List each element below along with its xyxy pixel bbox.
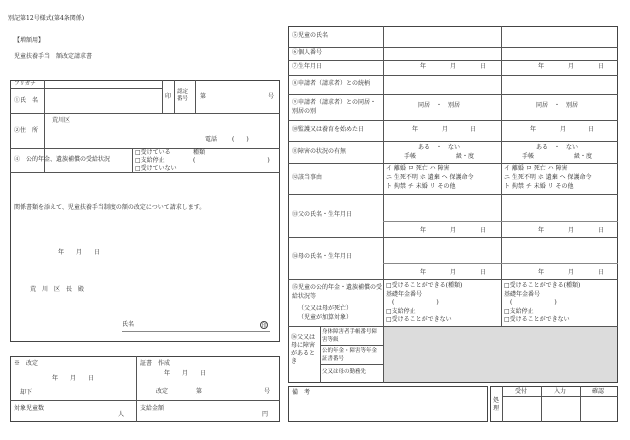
mother-label: ⑭母の氏名・生年月日 [292,253,353,260]
col1-cohab-options[interactable]: 同居 ・ 別居 [418,102,461,109]
request-statement: 関係書類を添えて、児童扶養手当制度の額の改定について請求します。 [14,204,206,211]
handbook-number-label: 身体障害者手帳番号障害等級 [322,329,378,343]
office-revision-date: 年 月 日 [52,375,95,382]
input-label: 入力 [554,388,567,395]
col2-techo: 手帳 [522,153,535,160]
phone-label: 電話 [205,136,218,143]
col1-pension-paren[interactable]: ( ) [392,299,439,306]
persons-unit: 人 [118,411,125,418]
col2-father-year: 年 [538,227,545,234]
col2-care-year: 年 [530,126,537,133]
col2-birth-day: 日 [598,63,605,70]
child-pension-note-2: （児童が加算対象） [298,314,353,321]
confirm-label: 確認 [592,388,605,395]
remarks-box[interactable] [288,386,488,422]
col1-birth-day: 日 [480,63,487,70]
col1-disability-options[interactable]: ある ・ ない [418,144,461,151]
pension-status-label: ④ 公的年金、遺族補償の受給状況 [14,156,111,163]
shaded-area [384,327,617,382]
col2-mother-day: 日 [598,269,605,276]
col1-birth-year: 年 [420,63,427,70]
applicant-copy-label: 【増額用】 [14,37,45,44]
col2-disability-options[interactable]: ある ・ ない [536,144,579,151]
col1-kyu: 級・度 [456,153,475,160]
col2-reason-line-3[interactable]: ト 拘禁 チ 未婚 リ その他 [504,183,574,190]
col1-stopped[interactable]: □支給停止 [386,308,416,315]
col2-care-month: 月 [560,126,567,133]
reason-label: ⑫該当事由 [292,174,323,181]
col1-mother-month: 月 [450,269,457,276]
birth-date-label: ⑦生年月日 [292,63,323,70]
col1-care-day: 日 [470,126,477,133]
processing-label: 処理 [493,397,500,412]
col2-father-day: 日 [598,227,605,234]
col1-cannot[interactable]: □受けることができない [386,316,452,323]
col1-care-year: 年 [412,126,419,133]
col1-reason-line-2[interactable]: ニ 生死不明 ホ 遺棄 ヘ 保護命令 [386,174,474,181]
office-dai: 第 [196,388,203,395]
applicant-section [10,80,280,342]
col2-kyu: 級・度 [574,153,593,160]
col2-mother-month: 月 [568,269,575,276]
col2-cohab-options[interactable]: 同居 ・ 別居 [536,102,579,109]
child-pension-label: ⑮児童の公的年金・遺族補償の受給状況等 [292,284,383,300]
signature-label: 氏名 [122,321,135,328]
col1-can-receive[interactable]: □受けることができる(種類) [386,282,463,289]
col2-birth-year: 年 [538,63,545,70]
name-label: ①氏 名 [14,97,39,104]
col2-can-receive[interactable]: □受けることができる(種類) [504,282,581,289]
parent-disability-label: ⑯父又は母に障害があるとき [291,334,316,365]
receipt-label: 受付 [515,388,528,395]
col2-cannot[interactable]: □受けることができない [504,316,570,323]
col1-father-day: 日 [480,227,487,234]
col2-stopped[interactable]: □支給停止 [504,308,534,315]
addressee: 荒 川 区 長 殿 [30,286,85,293]
col1-techo: 手帳 [404,153,417,160]
certification-go: 号 [268,93,275,100]
cohabitation-label: ⑨申請者（請求者）との同居・別居の別 [292,99,377,115]
office-certificate-issued: 証書 作成 [140,360,171,367]
document-title: 児童扶養手当 額改定請求書 [14,53,93,60]
col2-birth-month: 月 [568,63,575,70]
disability-label: ⑪障害の状況の有無 [292,148,347,155]
office-revision-label: ※ 改定 [14,360,39,367]
pension-certificate-label: 公的年金・障害等年金証書番号 [322,348,378,362]
yen-unit: 円 [262,411,269,418]
parent-workplace-label: 父又は母の勤務先 [322,369,367,375]
col2-pension-number: 基礎年金番号 [504,291,541,298]
pension-kind-label: 種類 [193,149,206,156]
office-rejected: 却下 [20,389,33,396]
payment-amount-label: 支給金額 [140,405,165,412]
office-revised: 改定 [156,388,169,395]
name-seal: 印 [165,93,172,100]
pension-option-suspended[interactable]: □支給停止 [135,157,165,164]
col1-mother-year: 年 [420,269,427,276]
col2-reason-line-1[interactable]: イ 離婚 ロ 死亡 ハ 障害 [504,165,568,172]
col1-birth-month: 月 [450,63,457,70]
form-number: 別記第12号様式(第4条関係) [8,15,85,22]
phone-field[interactable]: ( ) [232,136,249,143]
pension-option-receiving[interactable]: □受けている [135,149,171,156]
care-start-label: ⑩監護又は養育を始めた日 [292,126,365,133]
name-field[interactable] [48,85,160,111]
signature-seal: 印 [261,323,267,329]
col2-care-day: 日 [588,126,595,133]
office-go: 号 [264,388,271,395]
address-label: ②住 所 [14,127,39,134]
relationship-label: ⑧申請者（請求者）との続柄 [292,80,371,87]
col1-reason-line-1[interactable]: イ 離婚 ロ 死亡 ハ 障害 [386,165,450,172]
col1-mother-day: 日 [480,269,487,276]
certification-dai: 第 [200,93,207,100]
col2-reason-line-2[interactable]: ニ 生死不明 ホ 遺棄 ヘ 保護命令 [504,174,592,181]
child-name-label: ⑤児童の氏名 [292,32,329,39]
col1-father-year: 年 [420,227,427,234]
col1-care-month: 月 [442,126,449,133]
address-city: 荒川区 [52,117,71,124]
col2-mother-year: 年 [538,269,545,276]
furigana-label: フリガナ [14,81,36,87]
pension-kind-field[interactable]: ( ) [193,157,270,164]
col1-father-month: 月 [450,227,457,234]
father-label: ⑬父の氏名・生年月日 [292,211,353,218]
col1-reason-line-3[interactable]: ト 拘禁 チ 未婚 リ その他 [386,183,456,190]
certification-number-label: 認定番号 [177,89,189,102]
child-pension-note-1: （父又は母が死亡） [298,305,353,312]
col1-pension-number: 基礎年金番号 [386,291,423,298]
pension-option-not-receiving[interactable]: □受けていない [135,165,177,172]
request-date: 年 月 日 [58,249,101,256]
personal-number-label: ⑥個人番号 [292,49,323,56]
office-certificate-date: 年 月 日 [164,370,207,377]
col2-father-month: 月 [568,227,575,234]
col2-pension-paren[interactable]: ( ) [510,299,557,306]
remarks-label: 備 考 [292,389,311,396]
target-children-label: 対象児童数 [14,405,45,412]
